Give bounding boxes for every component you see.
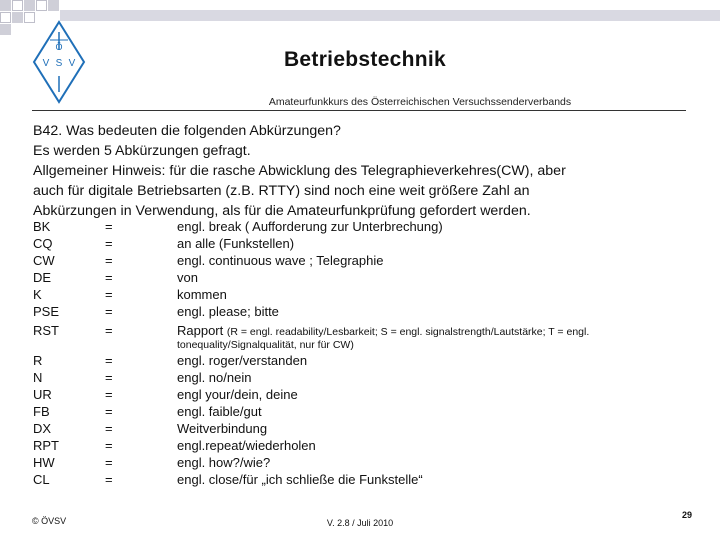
abbreviation-term: N (33, 370, 43, 385)
abbreviation-term: RST (33, 323, 59, 338)
equals-sign: = (105, 353, 113, 368)
meaning-text: engl. faible/gut (177, 404, 262, 419)
abbreviation-meaning (177, 252, 383, 270)
page-subtitle: Amateurfunkkurs des Österreichischen Versuchssenderverbands (268, 96, 572, 108)
decor-square (0, 12, 11, 23)
question-block (33, 121, 693, 221)
decor-square (12, 12, 23, 23)
abbreviation-meaning (177, 269, 198, 287)
decor-band (60, 10, 720, 21)
footer-version: V. 2.8 / Juli 2010 (326, 518, 394, 528)
equals-sign: = (105, 370, 113, 385)
decor-square (24, 0, 35, 11)
equals-sign: = (105, 219, 113, 234)
abbreviation-term: DE (33, 270, 52, 285)
meaning-text: engl. close/für „ich schließe die Funkstelle“ (177, 472, 423, 487)
abbreviation-meaning (177, 403, 262, 421)
list-item (33, 235, 693, 253)
abbreviation-meaning (177, 352, 307, 370)
meaning-text: engl. no/nein (177, 370, 252, 385)
page-number: 29 (681, 510, 692, 520)
list-item (33, 454, 693, 472)
footer-copyright: © ÖVSV (32, 516, 67, 526)
list-item (33, 269, 693, 287)
oevsv-logo-icon (32, 20, 86, 104)
abbreviation-meaning (177, 454, 270, 472)
list-item (33, 252, 693, 270)
abbreviation-term: PSE (33, 304, 60, 319)
logo-letter: V (42, 58, 50, 69)
meaning-text: engl. how?/wie? (177, 455, 271, 470)
abbreviation-meaning (177, 386, 298, 404)
question-line: Es werden 5 Abkürzungen gefragt. (33, 143, 251, 159)
meaning-text: an alle (Funkstellen) (177, 236, 295, 251)
meaning-text: Rapport (177, 323, 224, 338)
list-item (33, 386, 693, 404)
list-item (33, 437, 693, 455)
abbreviation-meaning (177, 286, 227, 304)
logo-letter: S (55, 58, 63, 69)
question-heading: B42. Was bedeuten die folgenden Abkürzungen? (33, 123, 341, 139)
logo-letter: Ö (55, 42, 63, 52)
equals-sign: = (105, 387, 113, 402)
decor-square (48, 0, 59, 11)
equals-sign: = (105, 287, 113, 302)
abbreviation-term: RPT (33, 438, 59, 453)
question-line: Allgemeiner Hinweis: für die rasche Abwicklung des Telegraphieverkehres(CW), aber (33, 163, 566, 179)
list-item (33, 420, 693, 438)
meaning-text: engl your/dein, deine (177, 387, 298, 402)
equals-sign: = (105, 421, 113, 436)
decor-square (0, 0, 11, 11)
equals-sign: = (105, 404, 113, 419)
list-item (33, 471, 693, 489)
list-item (33, 352, 693, 370)
decor-square (0, 24, 11, 35)
equals-sign: = (105, 304, 113, 319)
abbreviation-term: CW (33, 253, 55, 268)
list-item (33, 369, 693, 387)
header-divider (32, 110, 686, 111)
abbreviation-term: UR (33, 387, 52, 402)
meaning-text: engl. please; bitte (177, 304, 279, 319)
abbreviation-meaning (177, 235, 294, 253)
abbreviation-term: K (33, 287, 42, 302)
list-item (33, 303, 693, 321)
question-line: Abkürzungen in Verwendung, als für die Amateurfunkprüfung gefordert werden. (33, 203, 531, 219)
list-item (33, 322, 693, 340)
meaning-text: kommen (177, 287, 227, 302)
equals-sign: = (105, 253, 113, 268)
abbreviation-meaning (177, 471, 423, 489)
meaning-text: engl. continuous wave ; Telegraphie (177, 253, 384, 268)
abbreviation-term: CQ (33, 236, 53, 251)
equals-sign: = (105, 323, 113, 338)
meaning-detail: (R = engl. readability/Lesbarkeit; S = engl. signalstrength/Lautstärke; T = engl. (226, 326, 590, 338)
rst-note: tonequality/Signalqualität, nur für CW) (177, 339, 354, 351)
list-item (33, 286, 693, 304)
meaning-text: engl.repeat/wiederholen (177, 438, 316, 453)
abbreviation-meaning (177, 303, 279, 321)
meaning-text: Weitverbindung (177, 421, 268, 436)
decor-square (12, 0, 23, 11)
meaning-text: engl. roger/verstanden (177, 353, 308, 368)
equals-sign: = (105, 236, 113, 251)
equals-sign: = (105, 270, 113, 285)
abbreviation-meaning (177, 437, 316, 455)
abbreviation-term: BK (33, 219, 51, 234)
question-line: auch für digitale Betriebsarten (z.B. RTTY) sind noch eine weit größere Zahl an (33, 183, 530, 199)
meaning-text: von (177, 270, 198, 285)
abbreviation-term: DX (33, 421, 52, 436)
abbreviation-meaning (177, 218, 443, 236)
abbreviation-term: HW (33, 455, 55, 470)
page-title: Betriebstechnik (283, 48, 447, 71)
meaning-text: engl. break ( Aufforderung zur Unterbrechung) (177, 219, 443, 234)
abbreviation-meaning (177, 420, 267, 438)
abbreviation-term: CL (33, 472, 50, 487)
equals-sign: = (105, 472, 113, 487)
list-item (33, 218, 693, 236)
equals-sign: = (105, 438, 113, 453)
abbreviation-term: FB (33, 404, 50, 419)
abbreviation-term: R (33, 353, 43, 368)
equals-sign: = (105, 455, 113, 470)
abbreviation-meaning (177, 369, 251, 387)
decorative-header-squares (0, 0, 720, 30)
list-item (33, 403, 693, 421)
logo-letter: V (68, 58, 76, 69)
decor-square (36, 0, 47, 11)
